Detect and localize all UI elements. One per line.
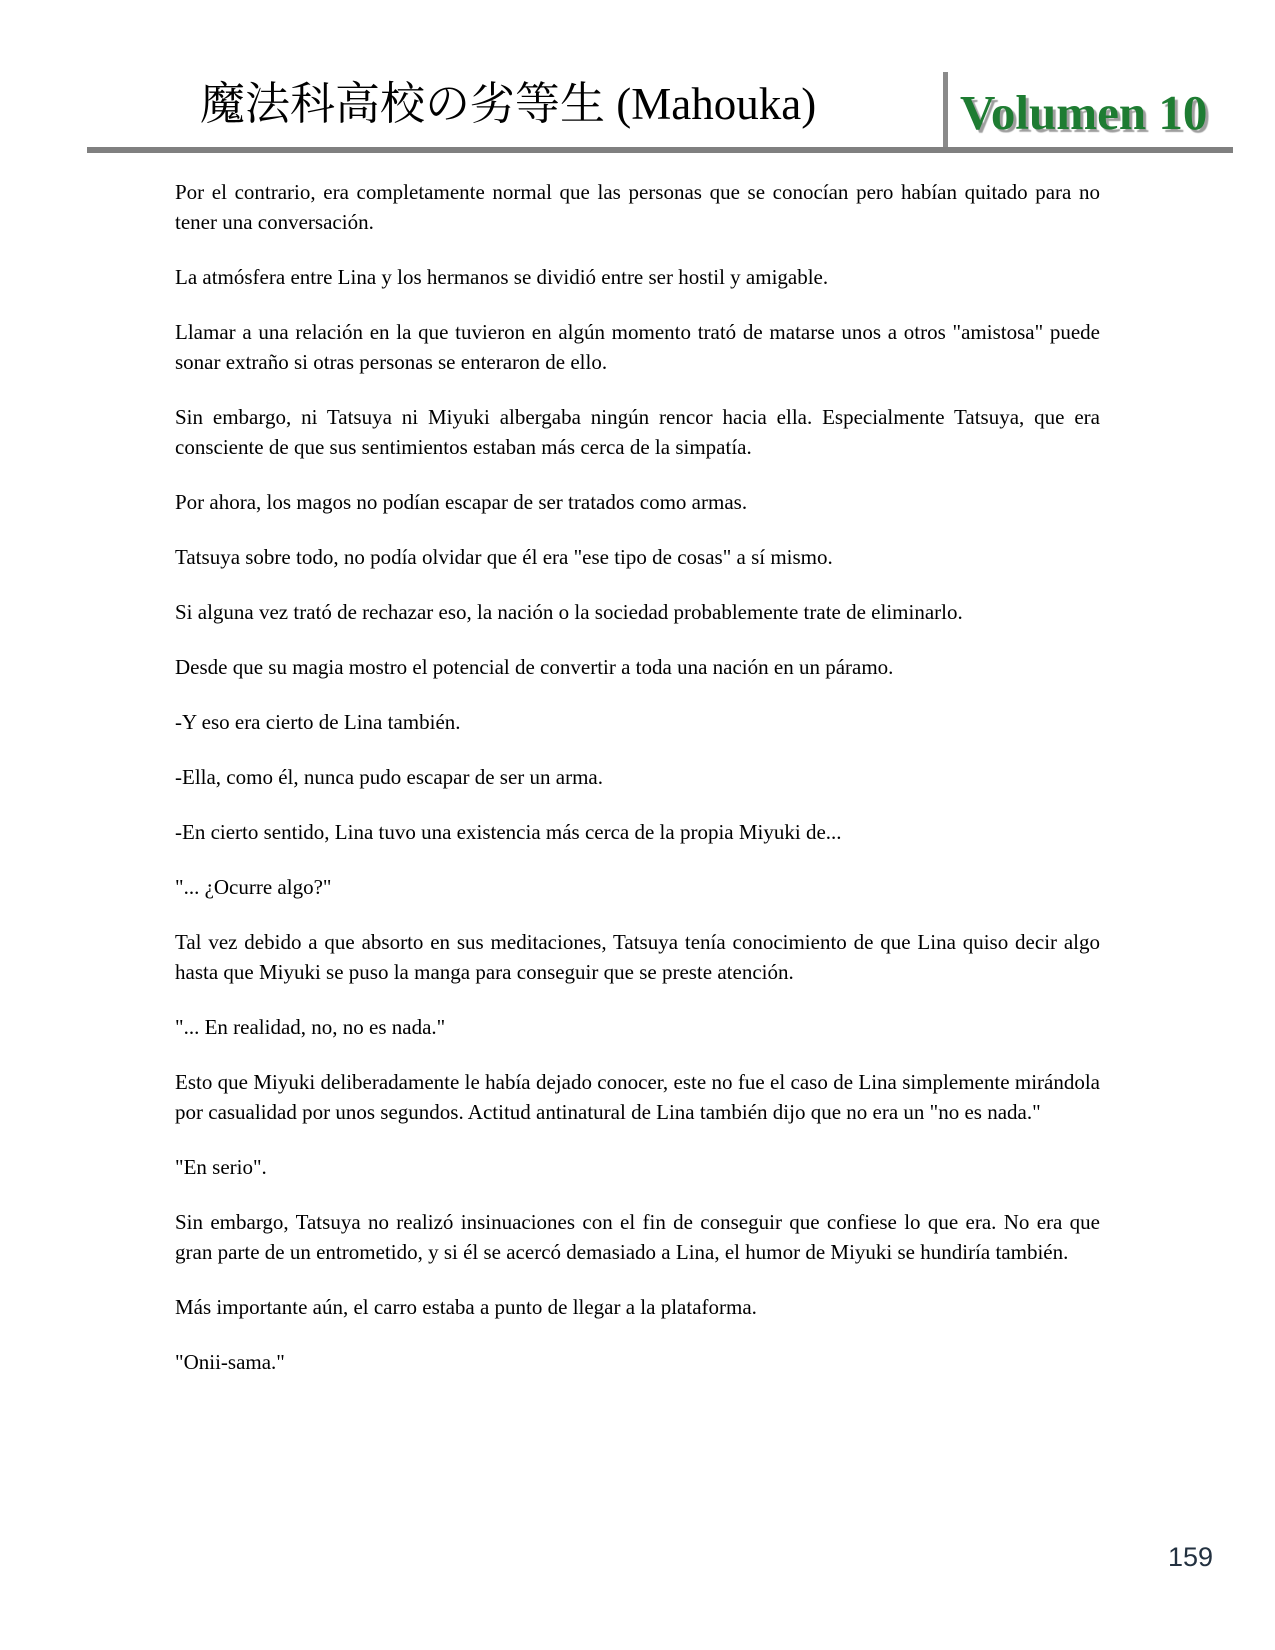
body-paragraph: Llamar a una relación en la que tuvieron en algún momento trató de matarse unos a otros "amistosa" puede sonar extraño si otras personas se enteraron de ello. — [175, 320, 1100, 374]
body-paragraph: Esto que Miyuki deliberadamente le había dejado conocer, este no fue el caso de Lina simplemente mirándola por casualidad por unos segundos. Actitud antinatural de Lina también dijo que no era un "no es nada." — [175, 1070, 1100, 1124]
header-rule — [87, 147, 1233, 153]
body-paragraph: Tatsuya sobre todo, no podía olvidar que él era "ese tipo de cosas" a sí mismo. — [175, 545, 833, 569]
page-number: 159 — [1167, 1542, 1213, 1572]
body-paragraph: "En serio". — [175, 1155, 267, 1179]
body-paragraph: Por el contrario, era completamente normal que las personas que se conocían pero habían quitado para no tener una conversación. — [175, 180, 1100, 234]
body-paragraph: Más importante aún, el carro estaba a punto de llegar a la plataforma. — [175, 1295, 757, 1319]
body-paragraph: Tal vez debido a que absorto en sus meditaciones, Tatsuya tenía conocimiento de que Lina quiso decir algo hasta que Miyuki se puso la manga para conseguir que se preste atención. — [175, 930, 1100, 984]
body-paragraph: "... En realidad, no, no es nada." — [175, 1015, 446, 1039]
body-paragraph: La atmósfera entre Lina y los hermanos se dividió entre ser hostil y amigable. — [175, 265, 829, 289]
series-title: 魔法科高校の劣等生 (Mahouka) — [200, 79, 817, 129]
header-vertical-divider — [943, 72, 948, 153]
body-paragraph: -Ella, como él, nunca pudo escapar de ser un arma. — [175, 765, 603, 789]
body-paragraph: "... ¿Ocurre algo?" — [175, 875, 332, 899]
volume-label: Volumen 10 — [960, 85, 1208, 140]
body-paragraph: Sin embargo, ni Tatsuya ni Miyuki albergaba ningún rencor hacia ella. Especialmente Tatsuya, que era consciente de que sus sentimientos estaban más cerca de la simpatía. — [175, 405, 1100, 459]
body-paragraph: "Onii-sama." — [175, 1350, 285, 1374]
body-paragraph: Si alguna vez trató de rechazar eso, la nación o la sociedad probablemente trate de eliminarlo. — [175, 600, 963, 624]
body-paragraph: Por ahora, los magos no podían escapar de ser tratados como armas. — [175, 490, 748, 514]
body-paragraph: Sin embargo, Tatsuya no realizó insinuaciones con el fin de conseguir que confiese lo que era. No era que gran parte de un entrometido, y si él se acercó demasiado a Lina, el humor de Miyuki se hundiría también. — [175, 1210, 1100, 1264]
page-body — [175, 177, 1100, 1402]
body-paragraph: Desde que su magia mostro el potencial de convertir a toda una nación en un páramo. — [175, 655, 894, 679]
body-paragraph: -Y eso era cierto de Lina también. — [175, 710, 461, 734]
body-paragraph: -En cierto sentido, Lina tuvo una existencia más cerca de la propia Miyuki de... — [175, 820, 842, 844]
